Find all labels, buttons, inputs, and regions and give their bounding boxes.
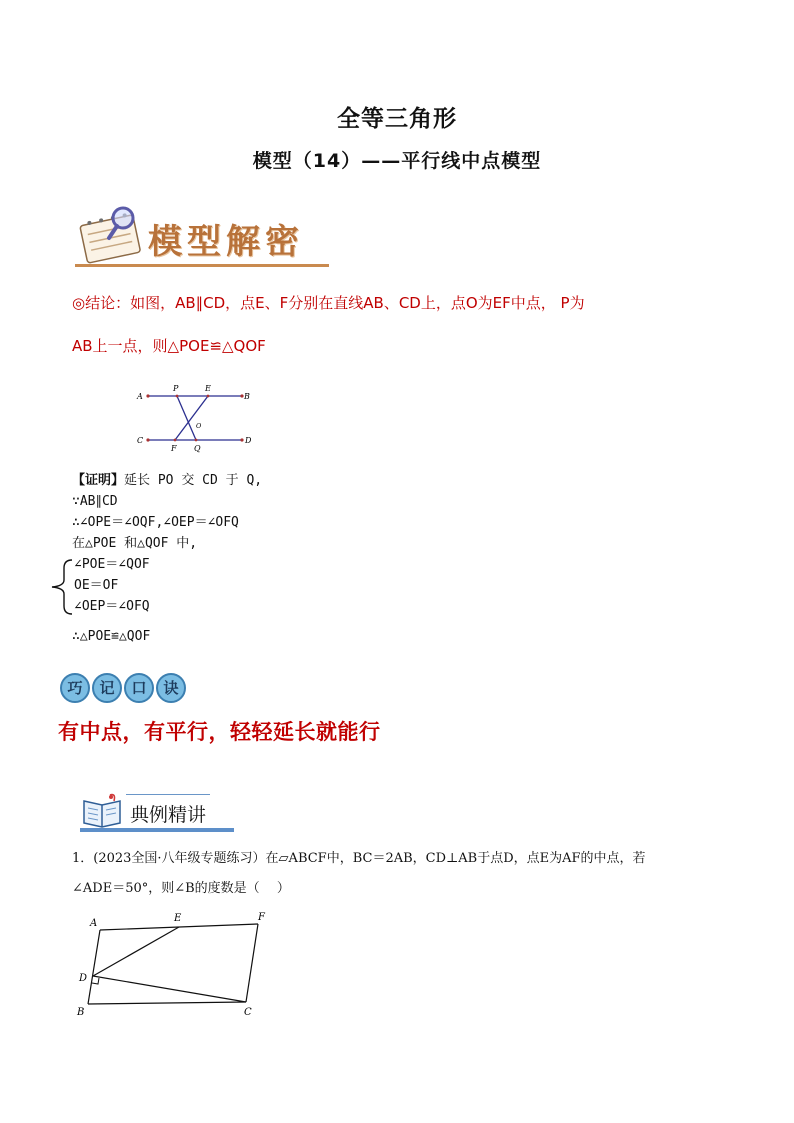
label-e: E xyxy=(205,384,211,393)
label-o: O xyxy=(196,422,202,430)
banner-divider xyxy=(75,264,329,267)
mnemonic-badge-3: 口 xyxy=(124,673,154,703)
examples-section-title: 典例精讲 xyxy=(130,804,207,826)
conclusion-line-2: AB上一点，则△POE≌△QOF xyxy=(72,337,266,355)
label-a: A xyxy=(137,392,143,401)
problem-1-line-1: 1．(2023全国·八年级专题练习）在▱ABCF中，BC＝2AB，CD⊥AB于点D，点E为AF的中点，若 xyxy=(72,851,646,866)
proof-line-3: ∴∠OPE＝∠OQF,∠OEP＝∠OFQ xyxy=(72,515,239,530)
parallelogram-figure xyxy=(72,908,292,1020)
label-b: B xyxy=(244,392,250,401)
mnemonic-badge-1: 巧 xyxy=(60,673,90,703)
examples-header-rule xyxy=(80,828,234,832)
point-p xyxy=(176,395,179,398)
fig-label-b: B xyxy=(77,1007,85,1018)
proof-conclusion: ∴△POE≌△QOF xyxy=(72,629,151,644)
mnemonic-badge-4: 诀 xyxy=(156,673,186,703)
left-brace xyxy=(46,556,74,618)
point-a xyxy=(146,394,149,397)
label-c: C xyxy=(137,436,144,445)
proof-condition-1: ∠POE＝∠QOF xyxy=(74,557,150,572)
segment-dc xyxy=(93,976,246,1002)
proof-tag: 【证明】 xyxy=(72,473,125,488)
proof-line-2: ∵AB∥CD xyxy=(72,494,118,509)
open-book-icon xyxy=(80,791,124,829)
point-e xyxy=(207,395,210,398)
side-fc xyxy=(246,924,258,1002)
conclusion-line-1: ◎结论：如图，AB∥CD，点E、F分别在直线AB、CD上，点O为EF中点， P为 xyxy=(72,294,585,312)
parallel-midpoint-figure xyxy=(132,380,262,456)
proof-line-4: 在△POE 和△QOF 中, xyxy=(72,536,198,551)
segment-de xyxy=(93,927,179,976)
point-f xyxy=(174,439,177,442)
proof-line-1-text: 延长 PO 交 CD 于 Q, xyxy=(124,473,263,488)
proof-condition-3: ∠OEP＝∠OFQ xyxy=(74,599,150,614)
fig-label-d: D xyxy=(79,973,88,984)
examples-header-top-rule xyxy=(126,794,210,795)
point-q xyxy=(195,439,198,442)
page-title: 全等三角形 xyxy=(337,106,457,132)
label-d: D xyxy=(245,436,252,445)
mnemonic-badge-2: 记 xyxy=(92,673,122,703)
label-f: F xyxy=(171,444,177,453)
fig-label-e: E xyxy=(174,913,182,924)
page-subtitle: 模型（14）——平行线中点模型 xyxy=(252,150,542,172)
proof-condition-2: OE＝OF xyxy=(74,578,119,593)
point-c xyxy=(146,438,149,441)
label-q: Q xyxy=(194,444,201,453)
side-bc xyxy=(88,1002,246,1004)
section-banner-title: 模型解密 xyxy=(148,222,304,262)
fig-label-a: A xyxy=(90,918,98,929)
fig-label-c: C xyxy=(244,1007,252,1018)
right-angle-mark xyxy=(92,978,99,984)
point-d xyxy=(240,438,243,441)
mnemonic-text: 有中点，有平行，轻轻延长就能行 xyxy=(58,719,381,744)
fig-label-f: F xyxy=(258,912,265,923)
proof-line-1 xyxy=(72,472,262,490)
label-p: P xyxy=(173,384,179,393)
problem-1-line-2: ∠ADE＝50°，则∠B的度数是（ ） xyxy=(72,881,290,896)
side-ab xyxy=(88,930,100,1004)
